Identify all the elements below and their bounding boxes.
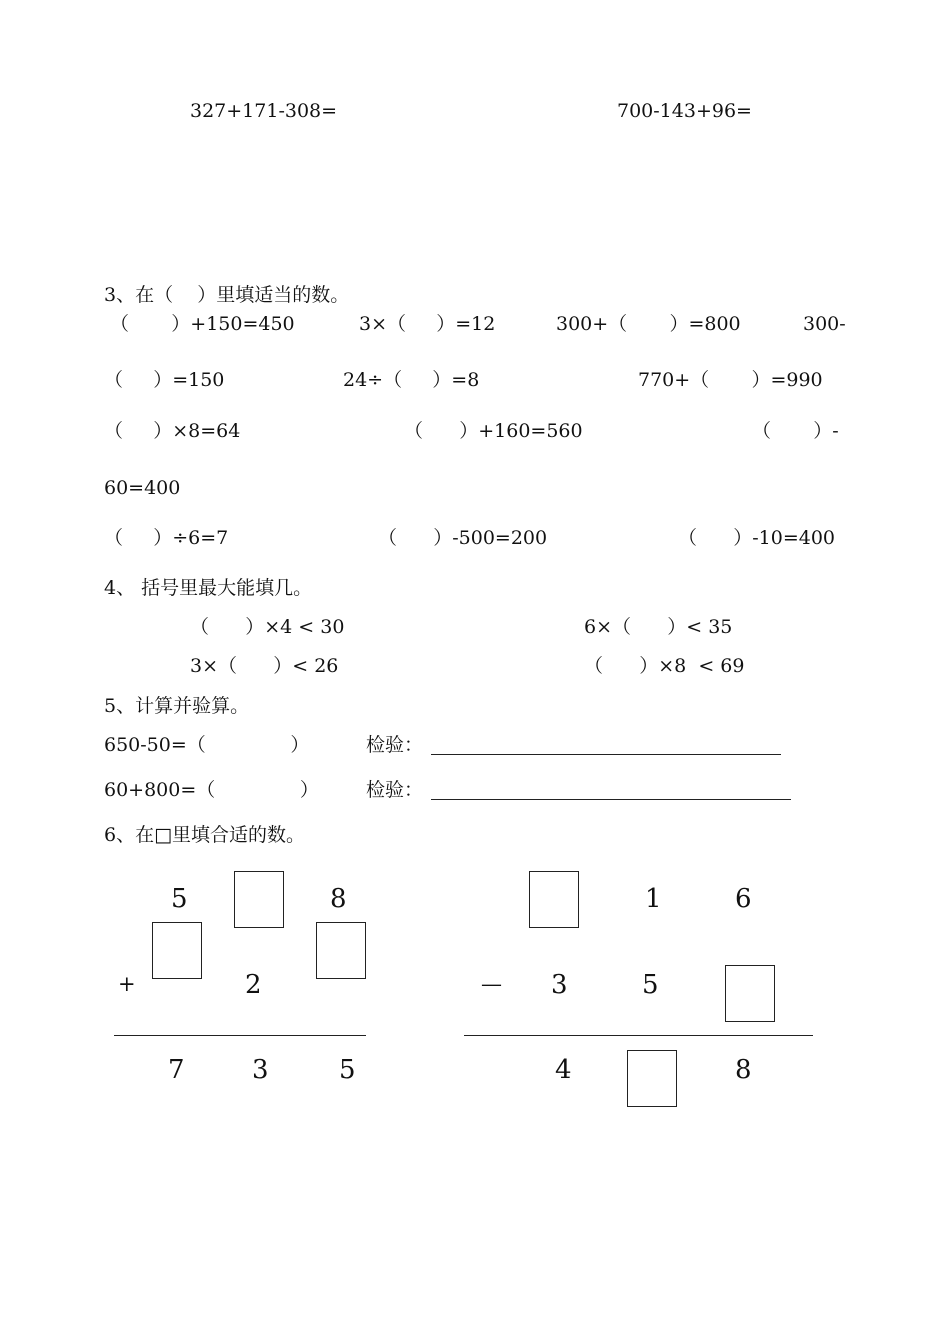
digit: 4 bbox=[555, 1055, 572, 1085]
q3-item: （ ）+160=560 bbox=[404, 420, 583, 442]
plus-sign: + bbox=[118, 972, 136, 996]
q3-item: （ ）+150=450 bbox=[110, 313, 295, 335]
q4-item: （ ）×4 < 30 bbox=[190, 616, 345, 638]
check-label: 检验： bbox=[366, 734, 424, 756]
digit: 6 bbox=[735, 884, 752, 914]
answer-line[interactable] bbox=[431, 754, 781, 755]
blank-box[interactable] bbox=[725, 965, 775, 1022]
difference-line bbox=[464, 1035, 813, 1036]
check-label: 检验： bbox=[366, 779, 424, 801]
q3-title: 3、在（ ）里填适当的数。 bbox=[104, 284, 350, 306]
blank-box[interactable] bbox=[234, 871, 284, 928]
blank-box[interactable] bbox=[316, 922, 366, 979]
blank-box[interactable] bbox=[152, 922, 202, 979]
q5-expression: 60+800=（ ） bbox=[104, 779, 319, 801]
minus-sign: — bbox=[481, 972, 502, 996]
q3-item: （ ）=150 bbox=[104, 369, 225, 391]
q3-item: 300+（ ）=800 bbox=[556, 313, 741, 335]
q3-item: 770+（ ）=990 bbox=[638, 369, 823, 391]
digit: 1 bbox=[645, 884, 662, 914]
sum-line bbox=[114, 1035, 366, 1036]
expression-2: 700-143+96= bbox=[617, 100, 752, 122]
q3-item: （ ）×8=64 bbox=[104, 420, 241, 442]
digit: 8 bbox=[330, 884, 347, 914]
q5-title: 5、计算并验算。 bbox=[104, 695, 250, 717]
q3-item: 300- bbox=[803, 313, 846, 335]
q3-item: 24÷（ ）=8 bbox=[343, 369, 480, 391]
q3-item: （ ）-500=200 bbox=[378, 527, 548, 549]
blank-box[interactable] bbox=[529, 871, 579, 928]
digit: 2 bbox=[245, 970, 262, 1000]
q6-title: 6、在□里填合适的数。 bbox=[104, 824, 306, 846]
q3-item: （ ）-10=400 bbox=[678, 527, 836, 549]
q4-item: 6×（ ）< 35 bbox=[584, 616, 733, 638]
q3-item: （ ）- bbox=[752, 420, 839, 442]
answer-line[interactable] bbox=[431, 799, 791, 800]
digit: 5 bbox=[171, 884, 188, 914]
q4-item: （ ）×8 < 69 bbox=[584, 655, 745, 677]
q5-expression: 650-50=（ ） bbox=[104, 734, 310, 756]
q3-item: （ ）÷6=7 bbox=[104, 527, 229, 549]
q3-item: 3×（ ）=12 bbox=[359, 313, 496, 335]
expression-1: 327+171-308= bbox=[190, 100, 338, 122]
digit: 8 bbox=[735, 1055, 752, 1085]
q4-title: 4、 括号里最大能填几。 bbox=[104, 577, 313, 599]
digit: 5 bbox=[642, 970, 659, 1000]
digit: 3 bbox=[252, 1055, 269, 1085]
q3-item: 60=400 bbox=[104, 477, 181, 499]
digit: 3 bbox=[551, 970, 568, 1000]
digit: 5 bbox=[339, 1055, 356, 1085]
digit: 7 bbox=[168, 1055, 185, 1085]
blank-box[interactable] bbox=[627, 1050, 677, 1107]
q4-item: 3×（ ）< 26 bbox=[190, 655, 339, 677]
